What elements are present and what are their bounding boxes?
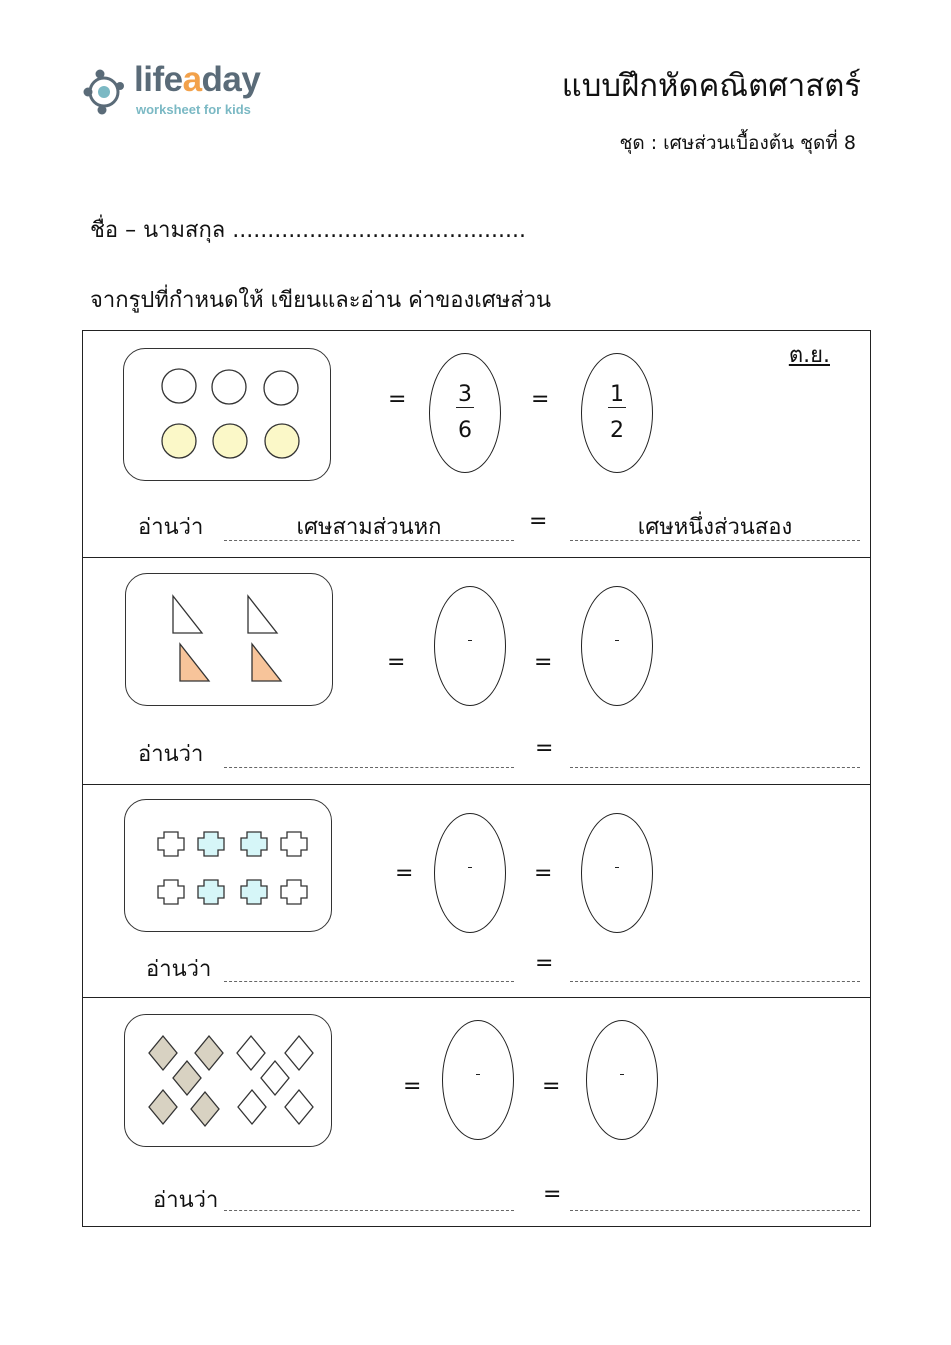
diamond-shape	[237, 1036, 265, 1070]
answer-line	[224, 767, 514, 768]
circles-figure	[124, 349, 332, 482]
diamond-shape	[285, 1036, 313, 1070]
diamond-shape	[261, 1061, 289, 1095]
diamond-shape-shaded	[149, 1090, 177, 1124]
fraction-oval-1[interactable]	[434, 586, 506, 706]
logo-molecule-icon	[82, 66, 134, 118]
read-as-label: อ่านว่า	[146, 957, 212, 982]
logo-wordmark: lifeaday	[134, 60, 261, 99]
diamond-shape	[238, 1090, 266, 1124]
cross-shape	[158, 832, 184, 856]
fraction-denominator: 6	[458, 418, 472, 443]
answer-line	[570, 1210, 860, 1211]
diamonds-figure	[125, 1015, 333, 1148]
fraction-numerator	[435, 617, 505, 639]
circle-shape	[162, 369, 196, 403]
fraction-oval-2	[581, 353, 653, 473]
equals-sign: =	[395, 861, 414, 886]
cross-shape-shaded	[241, 832, 267, 856]
equals-sign: =	[531, 387, 550, 412]
student-name-line: ชื่อ – นามสกุล ..........................................	[90, 218, 526, 243]
cross-shape	[281, 880, 307, 904]
picture-box-circles	[123, 348, 331, 481]
cross-shape-shaded	[198, 880, 224, 904]
diamond-shape-shaded	[173, 1061, 201, 1095]
answer-line	[570, 981, 860, 982]
equals-sign: =	[403, 1074, 422, 1099]
equals-sign: =	[543, 1182, 562, 1207]
equals-sign: =	[388, 387, 407, 412]
answer-line	[570, 767, 860, 768]
cross-shape-shaded	[241, 880, 267, 904]
equals-sign: =	[542, 1074, 561, 1099]
reading-answer-2: เศษหนึ่งส่วนสอง	[637, 515, 793, 540]
fraction-numerator	[582, 844, 652, 866]
instruction-text: จากรูปที่กำหนดให้ เขียนและอ่าน ค่าของเศษส่วน	[90, 288, 552, 313]
worksheet-title: แบบฝึกหัดคณิตศาสตร์	[561, 68, 861, 104]
reading-answer-1: เศษสามส่วนหก	[296, 515, 442, 540]
worksheet-subtitle: ชุด : เศษส่วนเบื้องต้น ชุดที่ 8	[619, 132, 856, 154]
fraction-oval-2[interactable]	[581, 586, 653, 706]
lifeaday-logo	[82, 60, 282, 124]
picture-box-triangles	[125, 573, 333, 706]
circle-shape-shaded	[265, 424, 299, 458]
exercise-row-3	[83, 784, 870, 997]
answer-line	[224, 1210, 514, 1211]
read-as-label: อ่านว่า	[138, 515, 204, 540]
fraction-numerator: 3	[458, 382, 472, 407]
example-label: ต.ย.	[788, 343, 830, 368]
triangle-shape	[173, 596, 202, 633]
diamond-shape-shaded	[195, 1036, 223, 1070]
equals-sign: =	[529, 509, 548, 534]
equals-sign: =	[534, 861, 553, 886]
fraction-oval-1[interactable]	[442, 1020, 514, 1140]
exercise-row-4	[83, 997, 870, 1228]
diamond-shape-shaded	[149, 1036, 177, 1070]
cross-shape	[158, 880, 184, 904]
answer-line	[570, 540, 860, 541]
read-as-label: อ่านว่า	[138, 742, 204, 767]
triangle-shape-shaded	[252, 644, 281, 681]
fraction-oval-1	[429, 353, 501, 473]
exercise-row-2	[83, 557, 870, 784]
fraction-numerator	[435, 844, 505, 866]
fraction-numerator	[582, 617, 652, 639]
cross-shape-shaded	[198, 832, 224, 856]
read-as-label: อ่านว่า	[153, 1188, 219, 1213]
exercise-table	[82, 330, 871, 1227]
fraction-denominator: 2	[610, 418, 624, 443]
fraction-numerator: 1	[610, 382, 624, 407]
diamond-shape	[285, 1090, 313, 1124]
equals-sign: =	[535, 736, 554, 761]
answer-line	[224, 981, 514, 982]
equals-sign: =	[535, 951, 554, 976]
fraction-numerator	[587, 1051, 657, 1073]
picture-box-diamonds	[124, 1014, 332, 1147]
fraction-oval-1[interactable]	[434, 813, 506, 933]
fraction-numerator	[443, 1051, 513, 1073]
triangles-figure	[126, 574, 334, 707]
picture-box-crosses	[124, 799, 332, 932]
fraction-oval-2[interactable]	[581, 813, 653, 933]
equals-sign: =	[387, 650, 406, 675]
circle-shape-shaded	[162, 424, 196, 458]
triangle-shape-shaded	[180, 644, 209, 681]
triangle-shape	[248, 596, 277, 633]
circle-shape	[264, 371, 298, 405]
answer-line	[224, 540, 514, 541]
equals-sign: =	[534, 650, 553, 675]
diamond-shape-shaded	[191, 1092, 219, 1126]
circle-shape	[212, 370, 246, 404]
cross-shape	[281, 832, 307, 856]
crosses-figure	[125, 800, 333, 933]
circle-shape-shaded	[213, 424, 247, 458]
fraction-oval-2[interactable]	[586, 1020, 658, 1140]
logo-tagline: worksheet for kids	[136, 102, 251, 117]
exercise-row-1	[83, 331, 870, 557]
